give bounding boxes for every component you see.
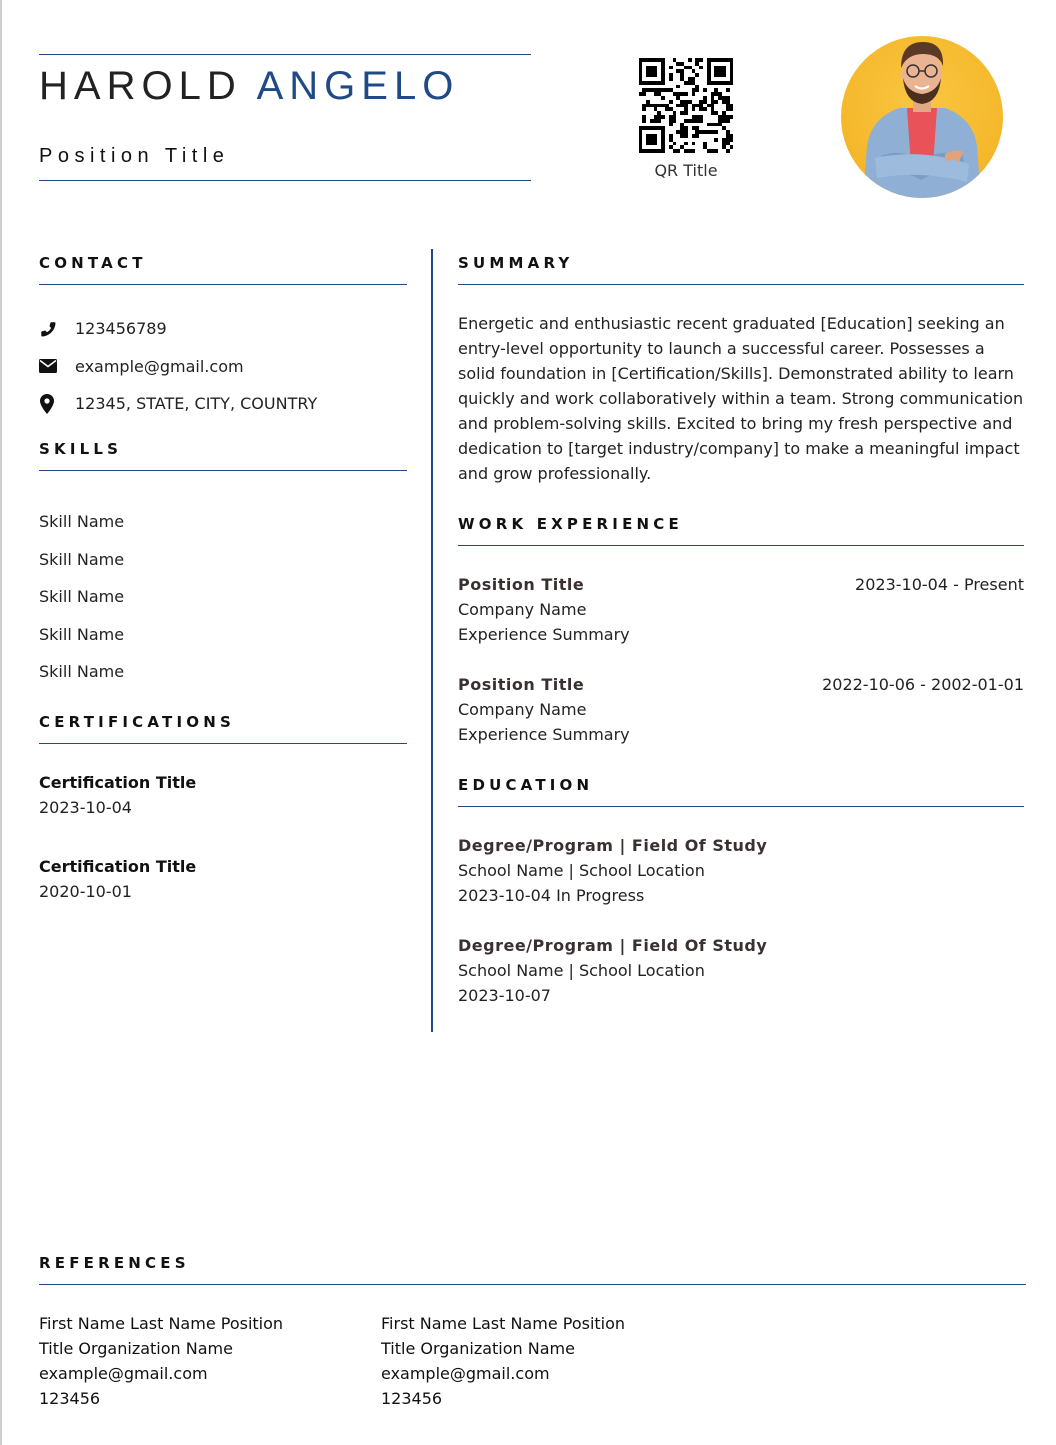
job-summary: Experience Summary <box>458 625 630 644</box>
education-school: School Name | School Location <box>458 861 705 880</box>
certifications-heading: CERTIFICATIONS <box>39 713 407 744</box>
reference-phone: 123456 <box>39 1389 101 1408</box>
job-dates: 2022-10-06 - 2002-01-01 <box>822 675 1024 694</box>
job-company: Company Name <box>458 700 587 719</box>
summary-text: Energetic and enthusiastic recent graduated [Education] seeking an entry-level opportunity to launch a successful career. Possesses a solid foundation in [Certification/Skills]. Demonstrated ability to learn quickly and work collaboratively within a team. Strong communication and problem-solving skills. Excited to bring my fresh perspective and dedication to [target industry/company] to make a meaningful impact and grow professionally. <box>458 314 1024 483</box>
reference-name: First Name Last Name Position <box>39 1314 284 1333</box>
skill-item: Skill Name <box>39 662 125 681</box>
skills-section <box>39 440 407 699</box>
certification-item <box>39 854 407 904</box>
contact-heading: CONTACT <box>39 254 407 285</box>
summary-heading: SUMMARY <box>458 254 1024 285</box>
phone-icon <box>39 320 75 338</box>
reference-email: example@gmail.com <box>381 1364 550 1383</box>
certification-title: Certification Title <box>39 857 197 876</box>
contact-phone <box>39 310 407 348</box>
qr-block <box>632 58 740 180</box>
profile-photo <box>841 36 1003 198</box>
reference-email: example@gmail.com <box>39 1364 208 1383</box>
certifications-section <box>39 713 407 904</box>
reference-name: First Name Last Name Position <box>381 1314 626 1333</box>
reference-item <box>39 1311 381 1411</box>
education-section <box>458 776 1024 1008</box>
address-text: 12345, STATE, CITY, COUNTRY <box>75 394 318 414</box>
education-school: School Name | School Location <box>458 961 705 980</box>
job-entry <box>458 672 1024 747</box>
education-degree: Degree/Program | Field Of Study <box>458 836 768 855</box>
certification-item <box>39 770 407 820</box>
work-experience-heading: WORK EXPERIENCE <box>458 515 1024 546</box>
skills-heading: SKILLS <box>39 440 407 471</box>
references-heading: REFERENCES <box>39 1254 1026 1285</box>
references-section <box>39 1254 1026 1411</box>
reference-organization: Title Organization Name <box>39 1339 233 1358</box>
job-entry <box>458 572 1024 647</box>
reference-phone: 123456 <box>381 1389 443 1408</box>
skill-item: Skill Name <box>39 549 125 569</box>
contact-address <box>39 385 407 423</box>
person-illustration-icon <box>841 36 1003 198</box>
skill-item: Skill Name <box>39 587 125 606</box>
column-divider <box>431 249 433 1032</box>
email-text: example@gmail.com <box>75 356 244 376</box>
education-heading: EDUCATION <box>458 776 1024 807</box>
certification-title: Certification Title <box>39 773 197 792</box>
reference-organization: Title Organization Name <box>381 1339 575 1358</box>
certification-date: 2023-10-04 <box>39 798 132 817</box>
full-name <box>39 63 459 109</box>
skill-item: Skill Name <box>39 624 125 644</box>
job-summary: Experience Summary <box>458 725 630 744</box>
first-name: HAROLD <box>39 64 242 108</box>
education-entry <box>458 833 1024 908</box>
education-date: 2023-10-04 In Progress <box>458 886 645 905</box>
certification-date: 2020-10-01 <box>39 882 132 901</box>
skill-item: Skill Name <box>39 512 125 531</box>
summary-section <box>458 254 1024 486</box>
last-name: ANGELO <box>256 64 460 108</box>
job-dates: 2023-10-04 - Present <box>855 575 1024 594</box>
education-degree: Degree/Program | Field Of Study <box>458 936 768 955</box>
qr-code-icon <box>639 58 734 153</box>
job-company: Company Name <box>458 600 587 619</box>
position-title: Position Title <box>39 145 230 167</box>
contact-email <box>39 348 407 386</box>
job-position: Position Title <box>458 675 585 694</box>
envelope-icon <box>39 359 75 373</box>
phone-text: 123456789 <box>75 319 167 339</box>
job-position: Position Title <box>458 575 585 594</box>
contact-section <box>39 254 407 423</box>
name-header <box>39 54 531 181</box>
map-pin-icon <box>39 394 75 414</box>
education-date: 2023-10-07 <box>458 986 551 1005</box>
work-experience-section <box>458 515 1024 747</box>
page-edge <box>0 0 2 1445</box>
qr-title: QR Title <box>654 161 718 180</box>
reference-item <box>381 1311 723 1411</box>
education-entry <box>458 933 1024 1008</box>
